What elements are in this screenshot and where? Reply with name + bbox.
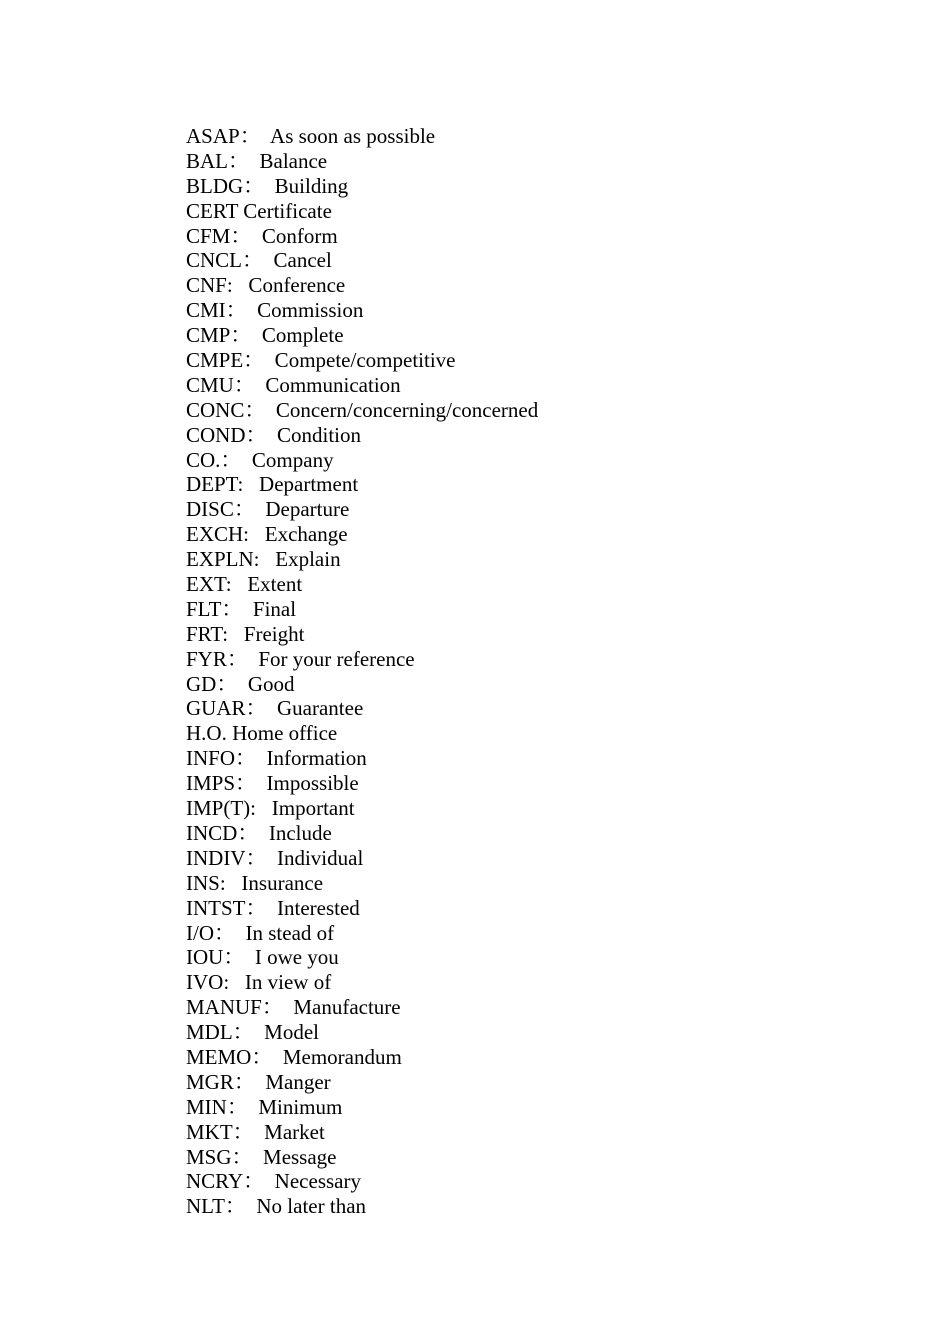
abbreviation-entry: NLT： No later than	[186, 1194, 367, 1219]
abbreviation-list	[186, 124, 538, 1219]
abbreviation-entry: ASAP： As soon as possible	[186, 124, 436, 148]
abbreviation-entry: CMI： Commission	[186, 298, 364, 323]
abbreviation-entry: EXCH: Exchange	[186, 522, 348, 547]
abbreviation-entry: COND： Condition	[186, 422, 362, 447]
abbreviation-entry: EXT: Extent	[186, 572, 303, 597]
abbreviation-entry: INS: Insurance	[186, 870, 324, 895]
abbreviation-entry: CO.： Company	[186, 447, 334, 472]
abbreviation-entry: MGR： Manger	[186, 1069, 331, 1094]
abbreviation-entry: IMPS： Impossible	[186, 771, 359, 796]
abbreviation-entry: FLT： Final	[186, 596, 297, 621]
abbreviation-entry: H.O. Home office	[186, 721, 338, 746]
abbreviation-entry: CNCL： Cancel	[186, 248, 332, 273]
abbreviation-entry: DEPT: Department	[186, 472, 359, 497]
abbreviation-entry: IOU： I owe you	[186, 945, 339, 970]
abbreviation-entry: CMP： Complete	[186, 323, 344, 348]
abbreviation-entry: CMPE： Compete/competitive	[186, 348, 456, 373]
abbreviation-entry: INTST： Interested	[186, 895, 360, 920]
abbreviation-entry: CNF: Conference	[186, 273, 346, 298]
abbreviation-entry: MEMO： Memorandum	[186, 1044, 402, 1069]
abbreviation-entry: EXPLN: Explain	[186, 547, 341, 572]
abbreviation-entry: INDIV： Individual	[186, 845, 364, 870]
abbreviation-entry: FRT: Freight	[186, 621, 305, 646]
abbreviation-entry: MDL： Model	[186, 1020, 319, 1045]
abbreviation-entry: MIN： Minimum	[186, 1094, 343, 1119]
abbreviation-entry: INFO： Information	[186, 746, 367, 771]
abbreviation-entry: GUAR： Guarantee	[186, 696, 364, 721]
abbreviation-entry: BAL： Balance	[186, 148, 328, 173]
abbreviation-entry: CMU： Communication	[186, 372, 401, 397]
abbreviation-entry: MKT： Market	[186, 1119, 325, 1144]
abbreviation-entry: MANUF： Manufacture	[186, 995, 401, 1020]
abbreviation-entry: I/O： In stead of	[186, 920, 335, 945]
abbreviation-entry: GD： Good	[186, 671, 295, 696]
abbreviation-entry: IVO: In view of	[186, 970, 332, 995]
abbreviation-entry: FYR： For your reference	[186, 646, 415, 671]
abbreviation-entry: IMP(T): Important	[186, 796, 355, 821]
abbreviation-entry: NCRY： Necessary	[186, 1169, 361, 1194]
abbreviation-entry: MSG： Message	[186, 1144, 337, 1169]
abbreviation-entry: CERT Certificate	[186, 198, 332, 223]
abbreviation-entry: DISC： Departure	[186, 497, 350, 522]
abbreviation-entry: CONC： Concern/concerning/concerned	[186, 397, 539, 422]
abbreviation-entry: BLDG： Building	[186, 173, 349, 198]
abbreviation-entry: INCD： Include	[186, 820, 332, 845]
abbreviation-entry: CFM： Conform	[186, 223, 338, 248]
